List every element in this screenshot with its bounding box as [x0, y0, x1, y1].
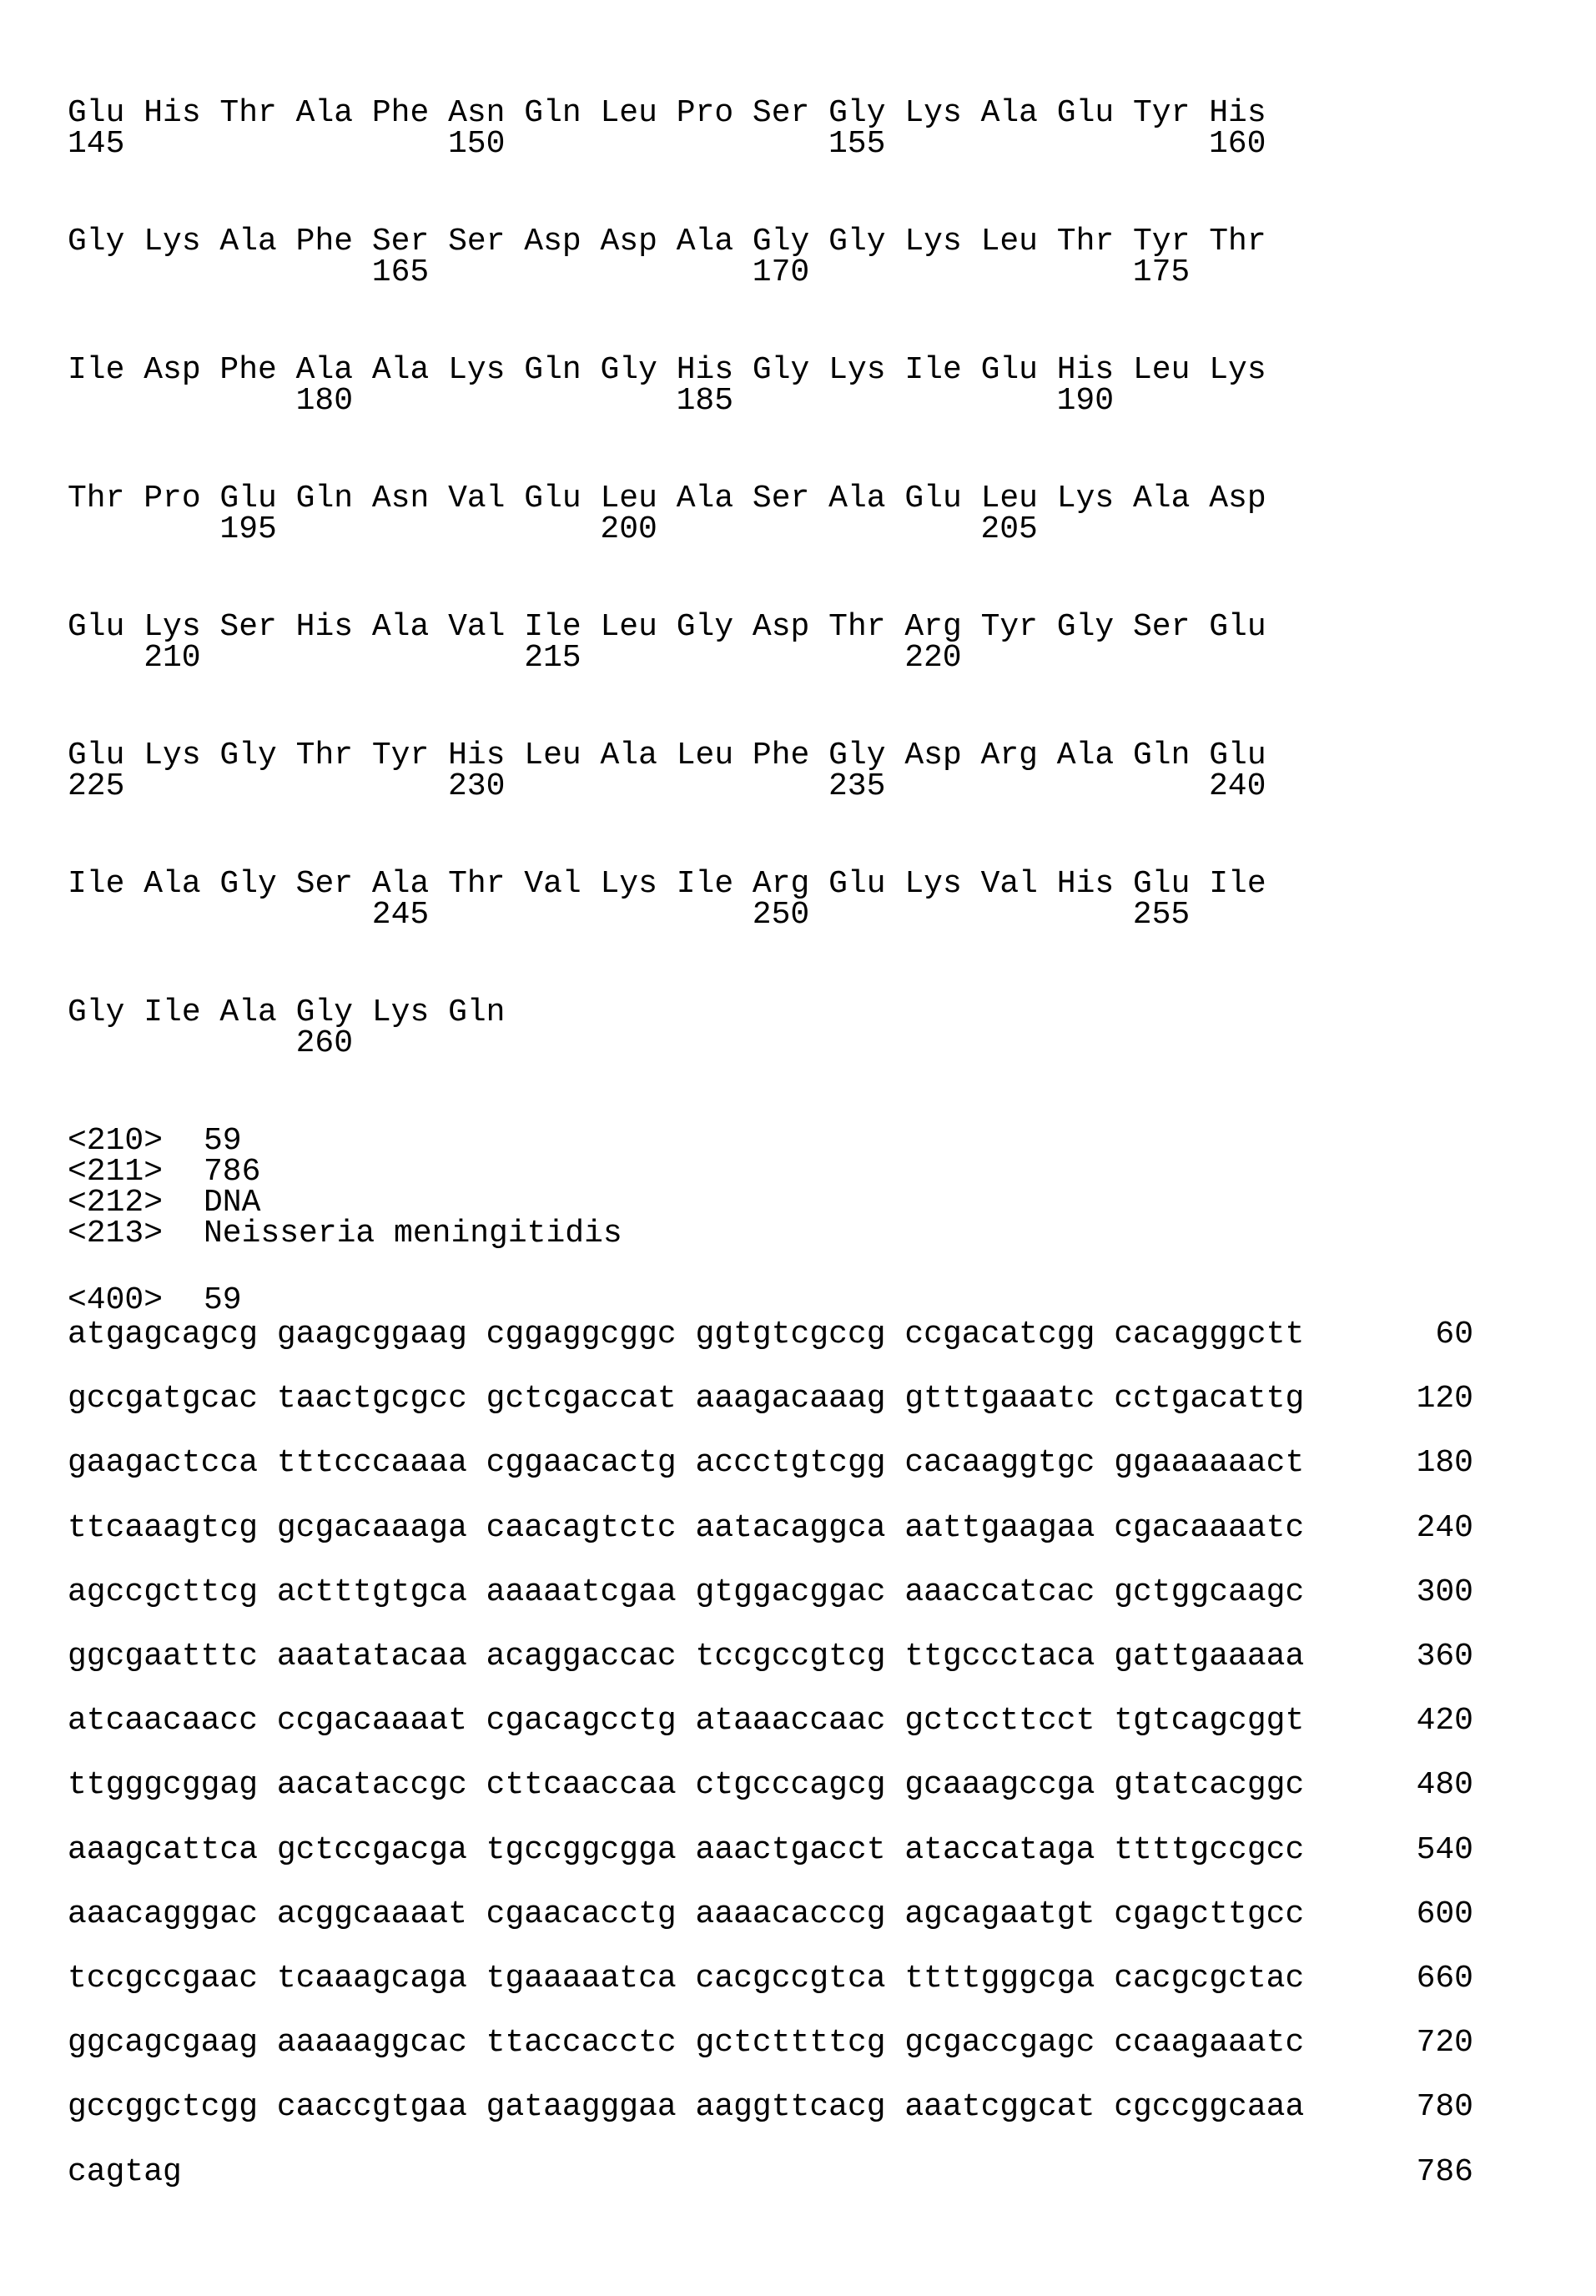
type-line [68, 1187, 163, 1218]
dna-line [68, 1963, 1473, 1994]
residue-line: Ile Asp Phe Ala Ala Lys Gln Gly His Gly Lys Ile Glu His Leu Lys [68, 355, 1266, 385]
tag-label: <213> [68, 1216, 163, 1251]
position-numbers [68, 128, 1266, 159]
tag-label: <212> [68, 1185, 163, 1221]
position-number: 180 [296, 385, 353, 416]
position-number: 170 [753, 257, 809, 288]
dna-bases: tccgccgaac tcaaagcaga tgaaaaatca cacgccgtca ttttgggcga cacgcgctac [68, 1961, 1304, 1996]
protein-row [68, 740, 1266, 802]
position-number: 225 [68, 771, 124, 802]
position-number: 260 [296, 1028, 353, 1059]
dna-line [68, 1899, 1473, 1930]
seq-id-line [68, 1125, 163, 1156]
residue-line: Glu His Thr Ala Phe Asn Gln Leu Pro Ser Gly Lys Ala Glu Tyr His [68, 98, 1266, 128]
dna-bases: agccgcttcg actttgtgca aaaaatcgaa gtggacggac aaaccatcac gctggcaagc [68, 1574, 1304, 1610]
dna-bases: atcaacaacc ccgacaaaat cgacagcctg ataaaccaac gctccttcct tgtcagcggt [68, 1703, 1304, 1739]
residue-line: Glu Lys Gly Thr Tyr His Leu Ala Leu Phe Gly Asp Arg Ala Gln Glu [68, 740, 1266, 771]
dna-line [68, 1770, 1473, 1800]
position-number: 215 [524, 642, 581, 673]
dna-line [68, 1513, 1473, 1543]
residue-line: Gly Ile Ala Gly Lys Gln [68, 997, 506, 1028]
tag-value: 59 [204, 1125, 242, 1156]
base-position: 660 [1417, 1963, 1473, 1994]
dna-bases: ggcagcgaag aaaaaggcac ttaccacctc gctcttttcg gcgaccgagc ccaagaaatc [68, 2025, 1304, 2061]
tag-value: Neisseria meningitidis [204, 1218, 622, 1249]
base-position: 480 [1417, 1770, 1473, 1800]
position-number: 230 [448, 771, 505, 802]
position-number: 205 [980, 514, 1037, 545]
position-number: 245 [372, 899, 429, 930]
dna-bases: atgagcagcg gaagcggaag cggaggcggc ggtgtcgccg ccgacatcgg cacagggctt [68, 1317, 1304, 1352]
dna-bases: aaagcattca gctccgacga tgccggcgga aaactgacct ataccataga ttttgccgcc [68, 1832, 1304, 1868]
tag-label: <211> [68, 1154, 163, 1190]
position-numbers [68, 771, 1266, 802]
tag-value: 59 [204, 1285, 242, 1316]
base-position: 360 [1417, 1641, 1473, 1672]
tag-label: <400> [68, 1282, 163, 1318]
position-numbers [68, 257, 1266, 288]
dna-line [68, 1319, 1473, 1350]
protein-row [68, 869, 1266, 930]
protein-row [68, 483, 1266, 545]
dna-line [68, 1383, 1473, 1414]
dna-bases: ttcaaagtcg gcgacaaaga caacagtctc aatacaggca aattgaagaa cgacaaaatc [68, 1510, 1304, 1546]
dna-line [68, 2092, 1473, 2122]
length-line [68, 1156, 163, 1187]
base-position: 786 [1417, 2157, 1473, 2188]
dna-bases: cagtag [68, 2154, 182, 2190]
position-number: 165 [372, 257, 429, 288]
base-position: 180 [1417, 1448, 1473, 1478]
position-numbers [68, 899, 1266, 930]
dna-bases: aaacagggac acggcaaaat cgaacacctg aaaacacccg agcagaatgt cgagcttgcc [68, 1896, 1304, 1932]
position-number: 240 [1209, 771, 1266, 802]
organism-line [68, 1218, 163, 1249]
position-number: 150 [448, 128, 505, 159]
position-number: 200 [600, 514, 657, 545]
base-position: 720 [1417, 2027, 1473, 2058]
tag-value: 786 [204, 1156, 260, 1187]
position-number: 155 [828, 128, 885, 159]
residue-line: Glu Lys Ser His Ala Val Ile Leu Gly Asp Thr Arg Tyr Gly Ser Glu [68, 612, 1266, 642]
base-position: 60 [1435, 1319, 1473, 1350]
protein-row [68, 355, 1266, 416]
position-numbers [68, 642, 1266, 673]
base-position: 300 [1417, 1577, 1473, 1608]
position-number: 145 [68, 128, 124, 159]
position-number: 250 [753, 899, 809, 930]
base-position: 420 [1417, 1705, 1473, 1736]
dna-line [68, 2027, 1473, 2058]
dna-bases: ggcgaatttc aaatatacaa acaggaccac tccgccgtcg ttgccctaca gattgaaaaa [68, 1639, 1304, 1674]
base-position: 600 [1417, 1899, 1473, 1930]
position-numbers [68, 1028, 506, 1059]
position-number: 235 [828, 771, 885, 802]
residue-line: Thr Pro Glu Gln Asn Val Glu Leu Ala Ser Ala Glu Leu Lys Ala Asp [68, 483, 1266, 514]
dna-bases: ttgggcggag aacataccgc cttcaaccaa ctgcccagcg gcaaagccga gtatcacggc [68, 1767, 1304, 1803]
base-position: 540 [1417, 1835, 1473, 1866]
protein-row [68, 226, 1266, 288]
dna-line [68, 2157, 1473, 2188]
dna-bases: gaagactcca tttcccaaaa cggaacactg accctgtcgg cacaaggtgc ggaaaaaact [68, 1445, 1304, 1481]
position-number: 175 [1133, 257, 1190, 288]
dna-line [68, 1641, 1473, 1672]
residue-line: Gly Lys Ala Phe Ser Ser Asp Asp Ala Gly Gly Lys Leu Thr Tyr Thr [68, 226, 1266, 257]
dna-line [68, 1448, 1473, 1478]
protein-row [68, 612, 1266, 673]
dna-line [68, 1705, 1473, 1736]
tag-label: <210> [68, 1123, 163, 1159]
position-number: 195 [219, 514, 276, 545]
position-number: 185 [677, 385, 733, 416]
base-position: 240 [1417, 1513, 1473, 1543]
dna-bases: gccgatgcac taactgcgcc gctcgaccat aaagacaaag gtttgaaatc cctgacattg [68, 1381, 1304, 1417]
position-number: 255 [1133, 899, 1190, 930]
position-number: 210 [143, 642, 200, 673]
position-numbers [68, 385, 1266, 416]
position-number: 190 [1057, 385, 1114, 416]
base-position: 120 [1417, 1383, 1473, 1414]
base-position: 780 [1417, 2092, 1473, 2122]
protein-row [68, 98, 1266, 159]
dna-line [68, 1577, 1473, 1608]
position-number: 220 [904, 642, 961, 673]
tag-value: DNA [204, 1187, 260, 1218]
residue-line: Ile Ala Gly Ser Ala Thr Val Lys Ile Arg Glu Lys Val His Glu Ile [68, 869, 1266, 899]
position-numbers [68, 514, 1266, 545]
protein-row [68, 997, 506, 1059]
sequence-tag-line [68, 1285, 163, 1316]
position-number: 160 [1209, 128, 1266, 159]
dna-bases: gccggctcgg caaccgtgaa gataagggaa aaggttcacg aaatcggcat cgccggcaaa [68, 2089, 1304, 2125]
dna-line [68, 1835, 1473, 1866]
